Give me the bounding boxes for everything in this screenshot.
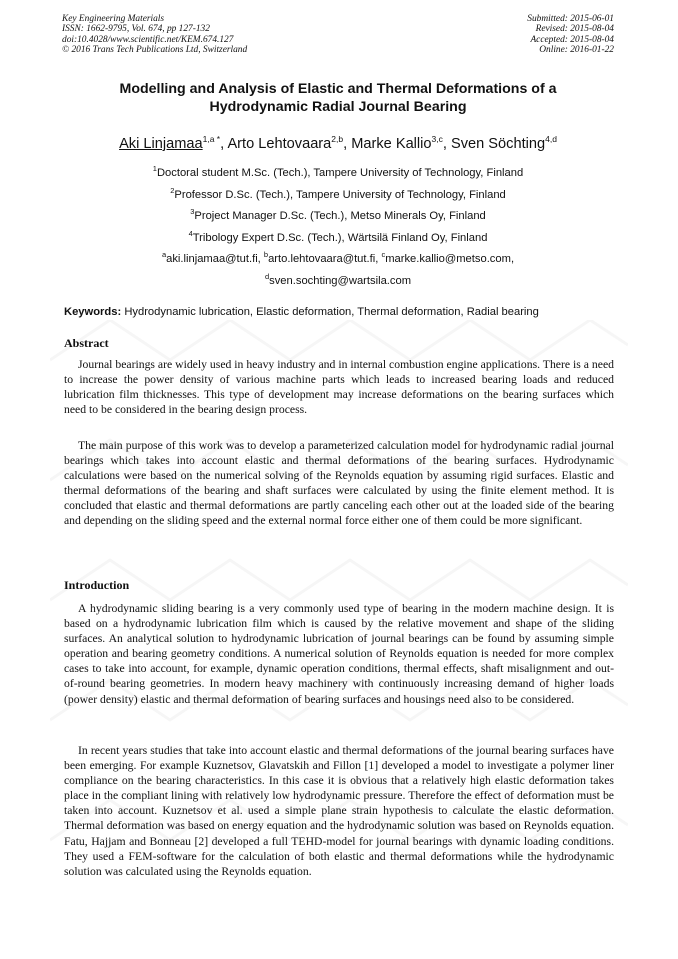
affiliation-text: Project Manager D.Sc. (Tech.), Metso Minerals Oy, Finland (194, 210, 486, 222)
affiliation (62, 185, 614, 207)
author-name: Arto Lehtovaara (227, 136, 332, 152)
email-line (62, 249, 614, 271)
author-superscript: 4,d (545, 134, 557, 144)
affiliation (62, 228, 614, 250)
author-superscript: 1,a * (202, 134, 221, 144)
email-b[interactable]: arto.lehtovaara@tut.fi, (268, 253, 379, 265)
email-line (62, 271, 614, 293)
keywords-text: Hydrodynamic lubrication, Elastic deformation, Thermal deformation, Radial bearing (124, 306, 539, 318)
email-label: a (161, 250, 167, 259)
title-line-2: Hydrodynamic Radial Journal Bearing (209, 99, 467, 115)
title-line-1: Modelling and Analysis of Elastic and Thermal Deformations of a (119, 81, 557, 97)
abstract-heading: Abstract (64, 336, 109, 350)
affiliation-text: Doctoral student M.Sc. (Tech.), Tampere University of Technology, Finland (156, 167, 524, 179)
email-label: b (263, 250, 269, 259)
affiliation-text: Tribology Expert D.Sc. (Tech.), Wärtsilä Finland Oy, Finland (192, 231, 488, 244)
affiliation (62, 206, 614, 228)
journal-name: Key Engineering Materials (62, 14, 165, 24)
author-superscript: 3,c (431, 134, 443, 144)
author-name: Sven Söchting (450, 136, 546, 152)
affiliation (62, 163, 614, 185)
journal-info (62, 14, 247, 56)
affiliations (62, 163, 614, 292)
journal-copyright: © 2016 Trans Tech Publications Ltd, Switzerland (62, 45, 248, 56)
email-label: c (381, 250, 386, 259)
email-d[interactable]: sven.sochting@wartsila.com (269, 274, 412, 287)
author-name: Aki Linjamaa (119, 136, 203, 152)
introduction-heading: Introduction (64, 578, 130, 592)
date-online: Online: 2016-01-22 (539, 45, 614, 56)
author-list: Aki Linjamaa$^{1,a *}$, Arto Lehtovaara$^{2,b}$, Marke Kallio$^{3,c}$, Sven Söchting$^{4,d}$ (119, 134, 557, 152)
abstract-paragraph-1: Journal bearings are widely used in heavy industry and in internal combustion engine applications. There is a need to increase the power density of various machine parts which leads to increased bearing loads and reduced lubrication film thicknesses. This type of development may increase deformations on the bearing surfaces which need to be considered in the bearing design process. (64, 358, 614, 417)
author-superscript: 2,b (331, 134, 344, 144)
introduction-paragraph-1: A hydrodynamic sliding bearing is a very commonly used type of bearing in the modern machine design. It is based on a hydrodynamic lubrication film which is caused by the relative movement and shape of the sliding surfaces. An analytical solution to hydrodynamic lubrication of journal bearings can be found by assuming simple operation and bearing geometry conditions. A numerical solution of Reynolds equation is needed for more complex cases to take into account, for example, dynamic operation conditions, thermal effects, shaft misalignment and out-of-round bearing geometries. In modern heavy machinery with continuously increasing demand of higher loads (power density) elastic and thermal deformation of bearing surfaces and housings need also to be considered. (64, 602, 614, 706)
keywords (64, 305, 616, 320)
email-label: d (264, 271, 270, 281)
date-accepted: Accepted: 2015-08-04 (530, 34, 614, 45)
affiliation-text: Professor D.Sc. (Tech.), Tampere University of Technology, Finland (174, 188, 506, 201)
journal-issn: ISSN: 1662-9795, Vol. 674, pp 127-132 (62, 24, 210, 35)
email-a[interactable]: aki.linjamaa@tut.fi, (166, 253, 261, 265)
introduction-paragraph-2: In recent years studies that take into account elastic and thermal deformations of the journal bearing surfaces have been emerging. For example Kuznetsov, Glavatskih and Fillon [1] developed a model to investigate a polymer liner compliance on the bearing characteristics. In this case it is obvious that a relatively high elastic deformation takes place in the compliant lining with relatively low hydrodynamic pressure. Therefore the effect of deformation must be taken into account. Kuznetsov et al. used a simple plane strain hypothesis to calculate the elastic deformation. Thermal deformation was based on energy equation and the hydrodynamic solution was based on Reynolds equation. Fatu, Hajjam and Bonneau [2] developed a full TEHD-model for journal bearings with dynamic loading conditions. They used a FEM-software for the calculation of both elastic and thermal deformations while the hydrodynamic solution was calculated using the Reynolds equation. (64, 744, 614, 878)
journal-header (62, 14, 614, 56)
affiliation-number: 4 (188, 228, 193, 238)
publication-dates (527, 14, 614, 56)
journal-doi[interactable]: doi:10.4028/www.scientific.net/KEM.674.127 (62, 34, 234, 45)
date-submitted: Submitted: 2015-06-01 (527, 14, 614, 24)
author-name: Marke Kallio (351, 136, 432, 152)
email-c[interactable]: marke.kallio@metso.com, (385, 253, 515, 265)
abstract-paragraph-2: The main purpose of this work was to develop a parameterized calculation model for hydrodynamic radial journal bearings which takes into account elastic and thermal deformations of the bearing surfaces. Hydrodynamic calculations were based on the numerical solving of the Reynolds equation by assuming rigid surfaces. Elastic and thermal deformations of the bearing and shaft surfaces were calculated by using the finite element method. It is concluded that elastic and thermal deformations are partly canceling each other out at the loaded side of the bearing and depending on the sliding speed and the external normal force either one of them could be more significant. (64, 439, 614, 528)
affiliation-number: 1 (152, 164, 157, 173)
affiliation-number: 2 (170, 185, 175, 195)
paper-title (62, 80, 614, 116)
date-revised: Revised: 2015-08-04 (535, 24, 614, 35)
affiliation-number: 3 (190, 207, 195, 216)
keywords-label: Keywords: (64, 306, 122, 318)
